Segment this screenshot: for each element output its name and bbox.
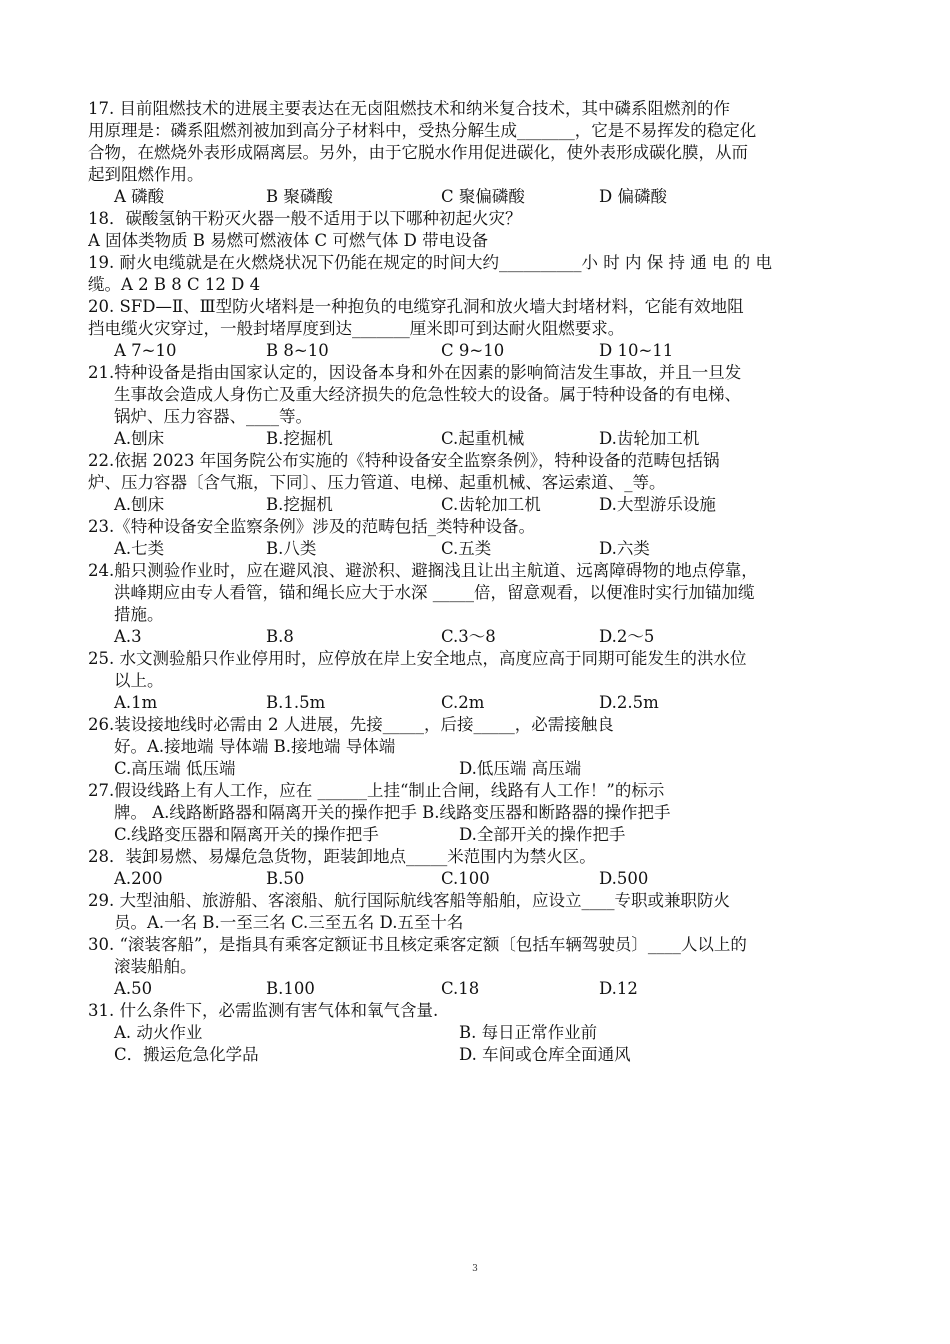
option-b: D. 车间或仓库全面通风 [459, 1045, 631, 1064]
question-14 [88, 934, 878, 1000]
question-list [88, 98, 878, 1066]
page-number: 3 [472, 1264, 478, 1274]
option-d: D.齿轮加工机 [599, 429, 700, 448]
option-row [88, 1022, 878, 1044]
option-a: A.200 [114, 869, 163, 888]
question-line: 起到阻燃作用。 [88, 165, 204, 184]
question-line: 以上。 [114, 671, 164, 690]
question-line: 合物，在燃烧外表形成隔离层。另外，由于它脱水作用促进碳化，使外表形成碳化膜，从而 [88, 143, 748, 162]
question-line: 26.装设接地线时必需由 2 人进展，先接_____，后接_____，必需接触良 [88, 715, 614, 734]
option-row [88, 494, 878, 516]
option-c: C 聚偏磷酸 [441, 187, 525, 206]
option-row [88, 758, 878, 780]
option-b: B.100 [266, 979, 315, 998]
question-line: 23.《特种设备安全监察条例》涉及的范畴包括_类特种设备。 [88, 517, 535, 536]
option-d: D.2.5m [599, 693, 659, 712]
option-row [88, 186, 878, 208]
question-line: 19. 耐火电缆就是在火燃烧状况下仍能在规定的时间大约__________小 时 内 保 持 通 电 的 电 [88, 253, 772, 272]
option-c: C.100 [441, 869, 490, 888]
question-line: 好。A.接地端 导体端 B.接地端 导体端 [114, 737, 396, 756]
question-15 [88, 1000, 878, 1044]
option-c: C.起重机械 [441, 429, 525, 448]
question-line: 22.依据 2023 年国务院公布实施的《特种设备安全监察条例》，特种设备的范畴包括锅 [88, 451, 720, 470]
question-line: 25. 水文测验船只作业停用时，应停放在岸上安全地点，高度应高于同期可能发生的洪水位 [88, 649, 747, 668]
question-9 [88, 648, 878, 714]
question-line: 18．碳酸氢钠干粉灭火器一般不适用于以下哪种初起火灾？ [88, 209, 522, 228]
question-line: 员。A.一名 B.一至三名 C.三至五名 D.五至十名 [114, 913, 464, 932]
option-d: D.六类 [599, 539, 650, 558]
option-d: D.大型游乐设施 [599, 495, 716, 514]
option-b: D.低压端 高压端 [459, 759, 582, 778]
option-row [88, 868, 878, 890]
option-d: D.12 [599, 979, 638, 998]
question-line: 炉、压力容器〔含气瓶，下同〕、压力管道、电梯、起重机械、客运索道、_等。 [88, 473, 666, 492]
option-b: B.1.5m [266, 693, 326, 712]
question-line: 缆。A 2 B 8 C 12 D 4 [88, 275, 261, 294]
option-b: D.全部开关的操作把手 [459, 825, 626, 844]
question-line: 措施。 [114, 605, 164, 624]
question-6 [88, 450, 878, 516]
question-line: 17. 目前阻燃技术的进展主要表达在无卤阻燃技术和纳米复合技术，其中磷系阻燃剂的作 [88, 99, 730, 118]
question-line: 生事故会造成人身伤亡及重大经济损失的危急性较大的设备。属于特种设备的有电梯、 [114, 385, 741, 404]
option-b: B.八类 [266, 539, 317, 558]
option-b: B. 每日正常作业前 [459, 1023, 598, 1042]
document-page [88, 98, 878, 1066]
question-line: A 固体类物质 B 易燃可燃液体 C 可燃气体 D 带电设备 [88, 231, 489, 250]
option-b: B.8 [266, 627, 294, 646]
option-c: C.五类 [441, 539, 492, 558]
question-4 [88, 296, 878, 362]
question-line: 27.假设线路上有人工作，应在 ______上挂“制止合闸，线路有人工作！”的标示 [88, 781, 665, 800]
option-a: A. 动火作业 [114, 1023, 203, 1042]
question-line: 30. “滚装客船”，是指具有乘客定额证书且核定乘客定额〔包括车辆驾驶员〕____人以上的 [88, 935, 747, 954]
question-8 [88, 560, 878, 648]
question-7 [88, 516, 878, 560]
option-a: A 磷酸 [114, 187, 165, 206]
question-line: 洪峰期应由专人看管，锚和绳长应大于水深 _____倍，留意观看，以便准时实行加锚加缆 [114, 583, 755, 602]
question-2 [88, 208, 878, 252]
option-c: C.齿轮加工机 [441, 495, 541, 514]
option-b: B.挖掘机 [266, 429, 333, 448]
option-b: B.50 [266, 869, 305, 888]
option-a: A.1m [114, 693, 158, 712]
option-b: B 8~10 [266, 341, 329, 360]
option-c: C 9~10 [441, 341, 505, 360]
option-a: A 7~10 [114, 341, 177, 360]
option-c: C.18 [441, 979, 480, 998]
option-row [88, 626, 878, 648]
question-16 [88, 1044, 878, 1066]
option-d: D.2～5 [599, 627, 655, 646]
option-d: D.500 [599, 869, 649, 888]
question-line: 24.船只测验作业时，应在避风浪、避淤积、避搁浅且让出主航道、远离障碍物的地点停靠， [88, 561, 758, 580]
question-11 [88, 780, 878, 846]
option-a: A.七类 [114, 539, 165, 558]
option-row [88, 340, 878, 362]
option-a: A.刨床 [114, 495, 165, 514]
question-line: 锅炉、压力容器、____等。 [114, 407, 312, 426]
option-a: A.50 [114, 979, 153, 998]
option-row [88, 1044, 878, 1066]
question-line: 滚装船舶。 [114, 957, 197, 976]
option-row [88, 824, 878, 846]
question-line: 20. SFD—Ⅱ、Ⅲ型防火堵料是一种抱负的电缆穿孔洞和放火墙大封堵材料，它能有效地阻 [88, 297, 744, 316]
option-c: C.3～8 [441, 627, 496, 646]
option-a: C.高压端 低压端 [114, 759, 236, 778]
option-b: B.挖掘机 [266, 495, 333, 514]
option-row [88, 428, 878, 450]
option-a: A.3 [114, 627, 142, 646]
option-row [88, 538, 878, 560]
option-row [88, 692, 878, 714]
option-b: B 聚磷酸 [266, 187, 333, 206]
question-3 [88, 252, 878, 296]
option-row [88, 978, 878, 1000]
question-line: 31. 什么条件下，必需监测有害气体和氧气含量. [88, 1001, 439, 1020]
option-c: C.2m [441, 693, 485, 712]
question-line: 用原理是：磷系阻燃剂被加到高分子材料中，受热分解生成_______，它是不易挥发的稳定化 [88, 121, 757, 140]
option-a: C．搬运危急化学品 [114, 1045, 259, 1064]
question-line: 29. 大型油船、旅游船、客滚船、航行国际航线客船等船舶，应设立____专职或兼职防火 [88, 891, 730, 910]
question-line: 28．装卸易燃、易爆危急货物，距装卸地点_____米范围内为禁火区。 [88, 847, 596, 866]
question-line: 21.特种设备是指由国家认定的，因设备本身和外在因素的影响简洁发生事故，并且一旦发 [88, 363, 742, 382]
option-a: C.线路变压器和隔离开关的操作把手 [114, 825, 379, 844]
question-line: 挡电缆火灾穿过，一般封堵厚度到达_______厘米即可到达耐火阻燃要求。 [88, 319, 625, 338]
question-12 [88, 846, 878, 890]
question-line: 牌。 A.线路断路器和隔离开关的操作把手 B.线路变压器和断路器的操作把手 [114, 803, 671, 822]
question-13 [88, 890, 878, 934]
option-d: D 偏磷酸 [599, 187, 667, 206]
question-1 [88, 98, 878, 208]
question-10 [88, 714, 878, 780]
option-d: D 10~11 [599, 341, 674, 360]
option-a: A.刨床 [114, 429, 165, 448]
question-5 [88, 362, 878, 450]
